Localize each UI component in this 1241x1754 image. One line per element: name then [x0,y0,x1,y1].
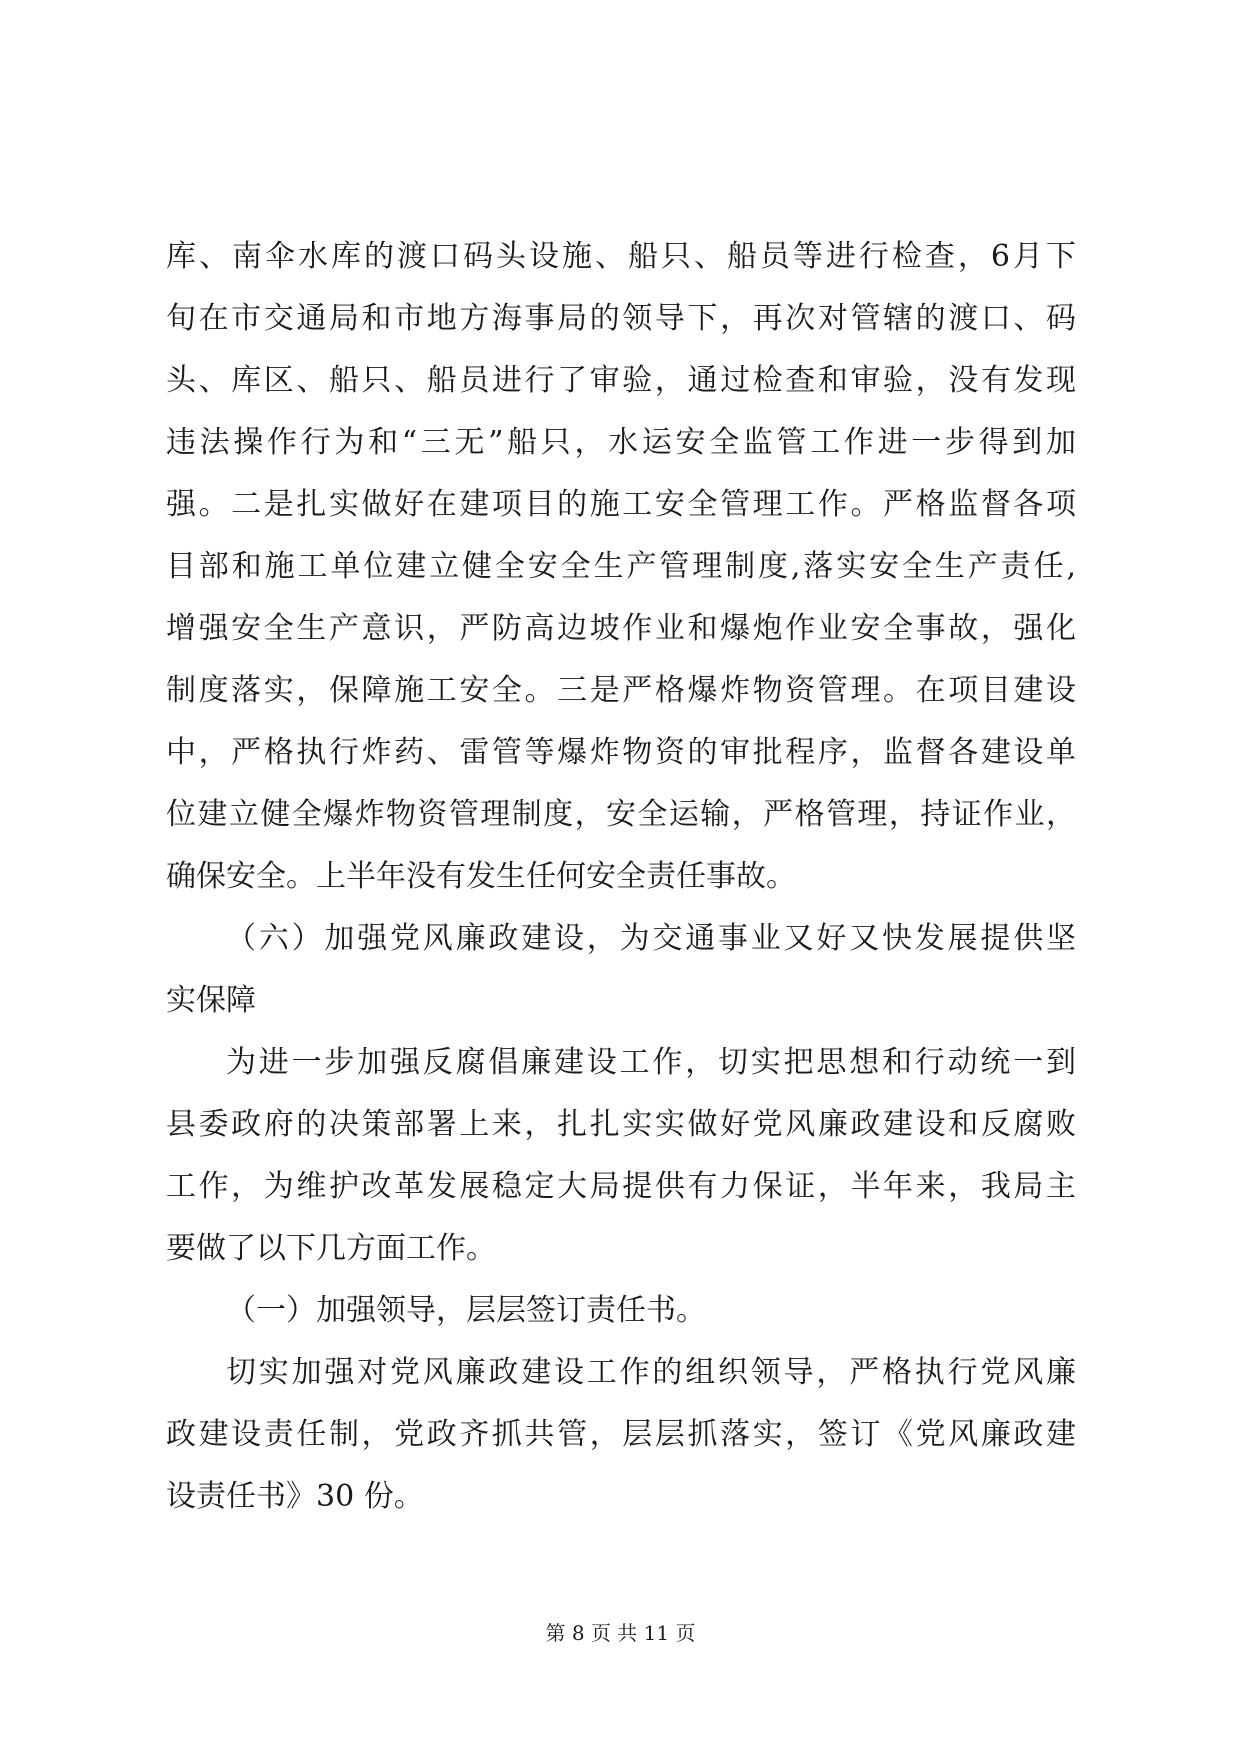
text-line: 增强安全生产意识，严防高边坡作业和爆炮作业安全事故，强化 [166,611,1076,646]
section-heading-line: （六）加强党风廉政建设，为交通事业又好又快发展提供坚 [226,921,1076,956]
text-line: 要做了以下几方面工作。 [166,1231,496,1266]
text-line: 旬在市交通局和市地方海事局的领导下，再次对管辖的渡口、码 [166,301,1076,336]
text-line: 位建立健全爆炸物资管理制度，安全运输，严格管理，持证作业， [166,797,1076,832]
text-line: 目部和施工单位建立健全安全生产管理制度,落实安全生产责任, [166,549,1076,584]
text-line: 库、南伞水库的渡口码头设施、船只、船员等进行检查，6月下 [166,239,1076,274]
document-body [166,226,1076,1528]
text-line: 为进一步加强反腐倡廉建设工作，切实把思想和行动统一到 [226,1045,1076,1080]
text-line: 头、库区、船只、船员进行了审验，通过检查和审验，没有发现 [166,363,1076,398]
text-line: 工作，为维护改革发展稳定大局提供有力保证，半年来，我局主 [166,1169,1076,1204]
subsection-heading-line: （一）加强领导，层层签订责任书。 [226,1293,706,1328]
text-line: 县委政府的决策部署上来，扎扎实实做好党风廉政建设和反腐败 [166,1107,1076,1142]
page-number-footer: 第 8 页 共 11 页 [545,1621,696,1645]
text-line: 违法操作行为和“三无”船只，水运安全监管工作进一步得到加 [166,425,1076,460]
text-line: 中，严格执行炸药、雷管等爆炸物资的审批程序，监督各建设单 [166,735,1076,770]
text-line: 强。二是扎实做好在建项目的施工安全管理工作。严格监督各项 [166,487,1076,522]
text-line: 确保安全。上半年没有发生任何安全责任事故。 [166,859,796,894]
text-line: 切实加强对党风廉政建设工作的组织领导，严格执行党风廉 [226,1355,1076,1390]
text-line: 政建设责任制，党政齐抓共管，层层抓落实，签订《党风廉政建 [166,1417,1076,1452]
text-line: 设责任书》30 份。 [166,1479,424,1514]
text-line: 制度落实，保障施工安全。三是严格爆炸物资管理。在项目建设 [166,673,1076,708]
section-heading-line: 实保障 [166,983,256,1018]
